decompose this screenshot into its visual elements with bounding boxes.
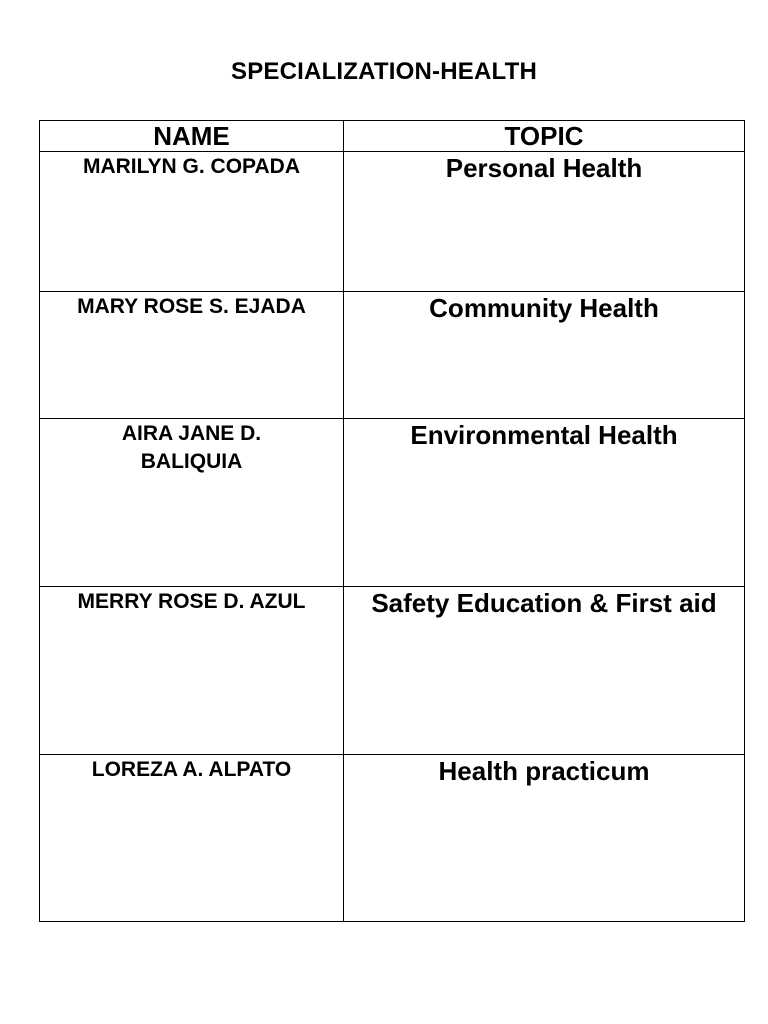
table-row: [40, 152, 745, 292]
topic-text: Health practicum: [438, 756, 650, 786]
document-title: SPECIALIZATION-HEALTH: [231, 58, 537, 85]
name-cell: [40, 755, 344, 922]
name-cell: [40, 419, 344, 587]
topic-text: Environmental Health: [410, 420, 678, 450]
topic-cell: [344, 152, 745, 292]
topic-cell: [344, 755, 745, 922]
table-row: [40, 419, 745, 587]
table-row: [40, 755, 745, 922]
table-header-row: [40, 121, 745, 152]
table-row: [40, 587, 745, 755]
name-text: MARY ROSE S. EJADA: [77, 295, 306, 318]
name-cell: [40, 292, 344, 419]
assignment-table: [39, 120, 745, 922]
topic-text: Community Health: [429, 293, 659, 323]
name-cell: [40, 152, 344, 292]
topic-column-header: TOPIC: [344, 121, 745, 152]
name-text: MARILYN G. COPADA: [82, 155, 300, 178]
topic-text: Safety Education & First aid: [371, 588, 717, 618]
name-cell: [40, 587, 344, 755]
name-text: AIRA JANE D. BALIQUIA: [121, 422, 262, 473]
name-text: LOREZA A. ALPATO: [91, 758, 292, 781]
name-column-header: NAME: [40, 121, 344, 152]
topic-cell: [344, 292, 745, 419]
table-row: [40, 292, 745, 419]
topic-cell: [344, 419, 745, 587]
name-text: MERRY ROSE D. AZUL: [77, 590, 306, 613]
topic-cell: [344, 587, 745, 755]
topic-text: Personal Health: [445, 153, 643, 183]
